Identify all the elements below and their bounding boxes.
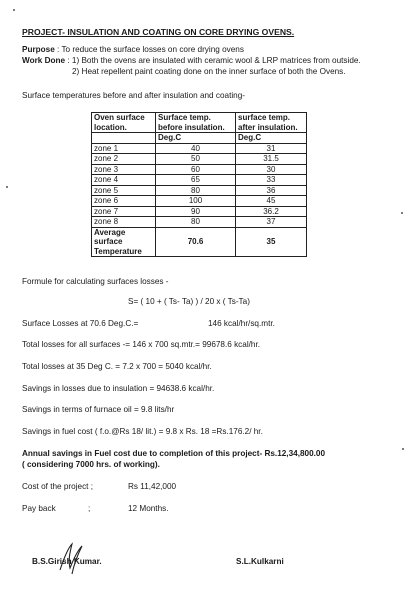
cost-value: Rs 11,42,000 <box>128 482 177 491</box>
total-losses-all: Total losses for all surfaces -= 146 x 700 sq.mtr.= 99678.6 kcal/hr. <box>22 340 261 349</box>
table-row: zone 1 40 31 <box>92 143 307 154</box>
savings-fuel-cost: Savings in fuel cost ( f.o.@Rs 18/ lit.) = 9.8 x Rs. 18 =Rs.176.2/ hr. <box>22 427 263 436</box>
table-unit-row <box>92 133 307 144</box>
work-done-line2: 2) Heat repellent paint coating done on the inner surface of both the Ovens. <box>72 67 346 76</box>
cost-label: Cost of the project ; <box>22 482 93 491</box>
table-average-row <box>92 227 307 257</box>
header-before: Surface temp. before insulation. <box>156 113 236 133</box>
savings-losses: Savings in losses due to insulation = 94638.6 kcal/hr. <box>22 384 215 393</box>
table-intro: Surface temperatures before and after insulation and coating- <box>22 91 246 100</box>
table-row: zone 5 80 36 <box>92 185 307 196</box>
scan-speck <box>6 186 8 188</box>
scan-speck <box>402 448 404 450</box>
document-title: PROJECT- INSULATION AND COATING ON CORE DRYING OVENS. <box>22 27 295 37</box>
header-after: surface temp. after insulation. <box>236 113 307 133</box>
surface-losses-label: Surface Losses at 70.6 Deg.C.= <box>22 319 139 328</box>
unit-before: Deg.C <box>156 133 236 144</box>
savings-oil: Savings in terms of furnace oil = 9.8 lits/hr <box>22 405 175 414</box>
payback-label: Pay back <box>22 504 56 513</box>
table-header-row <box>92 113 307 133</box>
unit-after: Deg.C <box>236 133 307 144</box>
surface-losses-value: 146 kcal/hr/sq.mtr. <box>208 319 275 328</box>
annual-savings-line2: ( considering 7000 hrs. of working). <box>22 460 160 469</box>
total-losses-35: Total losses at 35 Deg C. = 7.2 x 700 = 5040 kcal/hr. <box>22 362 212 371</box>
table-row: zone 4 65 33 <box>92 175 307 186</box>
work-done-label: Work Done <box>22 56 66 65</box>
table-row: zone 7 90 36.2 <box>92 206 307 217</box>
payback-value: 12 Months. <box>128 504 169 513</box>
table-row: zone 2 50 31.5 <box>92 154 307 165</box>
average-after: 35 <box>236 227 307 257</box>
unit-empty <box>92 133 156 144</box>
header-location: Oven surface location. <box>92 113 156 133</box>
payback-sep: ; <box>88 504 91 513</box>
purpose-line <box>22 45 244 55</box>
average-label: Average surface Temperature <box>92 227 156 257</box>
scan-speck <box>401 212 403 214</box>
formula-intro: Formule for calculating surfaces losses - <box>22 277 169 286</box>
formula: S= ( 10 + ( Ts- Ta) ) / 20 x ( Ts-Ta) <box>128 297 250 306</box>
scan-speck <box>13 9 15 11</box>
signature-left: B.S.Girish Kumar. <box>32 557 102 566</box>
work-done-line1 <box>22 56 361 66</box>
average-before: 70.6 <box>156 227 236 257</box>
purpose-text: : To reduce the surface losses on core drying ovens <box>54 45 244 54</box>
purpose-label: Purpose <box>22 45 55 54</box>
annual-savings-line1: Annual savings in Fuel cost due to completion of this project- Rs.12,34,800.00 <box>22 449 326 458</box>
table-row: zone 8 80 37 <box>92 217 307 228</box>
table-row: zone 3 60 30 <box>92 164 307 175</box>
signature-right: S.L.Kulkarni <box>236 557 284 566</box>
work-done-text1: : 1) Both the ovens are insulated with ceramic wool & LRP matrices from outside. <box>65 56 361 65</box>
table-row: zone 6 100 45 <box>92 196 307 207</box>
surface-temperature-table <box>91 112 307 257</box>
